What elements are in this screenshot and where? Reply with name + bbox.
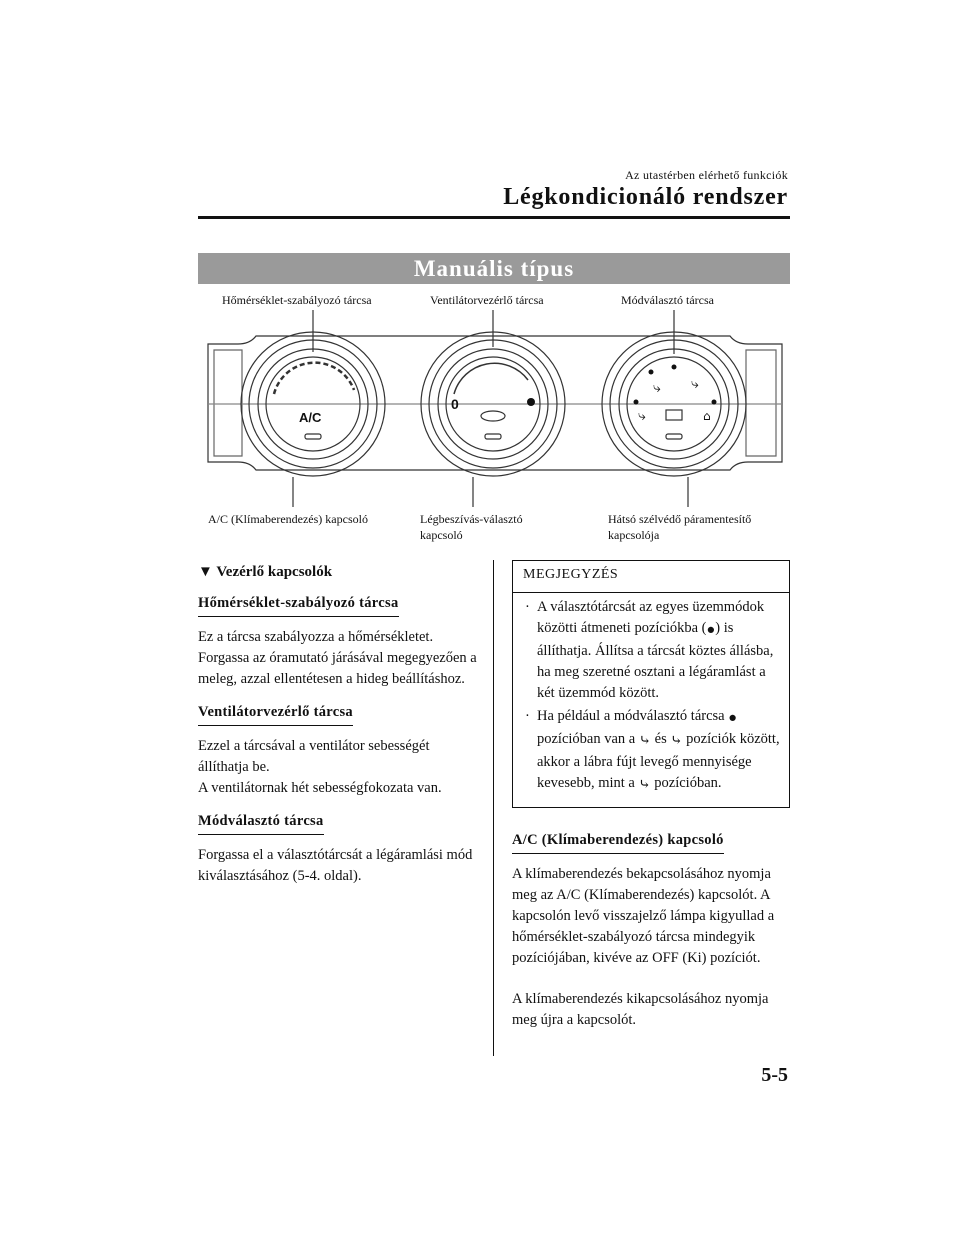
note-item2-text-c: és: [654, 731, 667, 747]
note-item: [523, 597, 781, 704]
label-rear-defrost: [608, 511, 751, 543]
label-fan-dial: Ventilátorvezérlő tárcsa: [430, 293, 544, 307]
svg-text:⤷: ⤷: [691, 376, 699, 392]
note-item2-text-b: pozícióban van a: [537, 731, 636, 747]
label-air-intake-line1: Légbeszívás-választó: [420, 512, 523, 526]
control-panel-diagram: [198, 292, 790, 552]
mode-dial-body: Forgassa el a választótárcsát a légáramlási mód kiválasztásához (5-4. oldal).: [198, 847, 473, 884]
chapter-subtitle: Az utastérben elérhető funkciók: [625, 168, 788, 182]
note-item1-text-b: ) is állíthatja. Állítsa a tárcsát köztes állásba, ha meg szeretné osztani a légáramlást a két üzemmód között.: [537, 620, 774, 701]
fan-zero-label: 0: [451, 396, 459, 412]
section-banner: Manuális típus: [198, 253, 790, 284]
foot-defrost-airflow-icon: ⤷: [670, 733, 683, 749]
label-rear-defrost-line1: Hátsó szélvédő páramentesítő: [608, 512, 752, 526]
right-column: [512, 830, 790, 1043]
label-rear-defrost-line2: kapcsolója: [608, 528, 660, 542]
section-heading: [198, 562, 480, 583]
header-rule: [198, 216, 790, 219]
ac-switch-body-1: A klímaberendezés bekapcsolásához nyomja meg az A/C (Klímaberendezés) kapcsolót. A kapcsolón levő visszajelző lámpa kigyullad a hőmérséklet-szabályozó tárcsa mindegyik pozíciójában, kivéve az OFF (Ki) pozíciót.: [512, 866, 775, 966]
note-list: [513, 593, 789, 796]
svg-text:⤷: ⤷: [653, 380, 661, 396]
svg-text:⤷: ⤷: [638, 408, 646, 424]
note-item: [523, 706, 781, 796]
filled-circle-icon: ●: [728, 710, 738, 726]
foot-airflow-icon: ⤷: [638, 733, 652, 749]
note-item1-text-a: A választótárcsát az egyes üzemmódok közötti átmeneti pozíciókba (: [537, 599, 765, 636]
section-heading-text: Vezérlő kapcsolók: [216, 564, 333, 580]
foot-airflow-icon: ⤷: [638, 777, 651, 793]
note-box: [512, 560, 790, 808]
filled-circle-icon: ●: [706, 622, 716, 638]
page-number: 5-5: [761, 1064, 788, 1086]
bullet-dot-icon: ·: [525, 708, 530, 724]
ac-switch-body-2: A klímaberendezés kikapcsolásához nyomja meg újra a kapcsolót.: [512, 991, 769, 1028]
label-air-intake: [420, 511, 523, 543]
svg-text:⌂: ⌂: [703, 409, 711, 423]
fan-dial-heading: Ventilátorvezérlő tárcsa: [198, 702, 353, 726]
temp-dial-body: Ez a tárcsa szabályozza a hőmérsékletet. Forgassa az óramutató járásával megegyezően a meleg, azzal ellentétesen a hideg beállításhoz.: [198, 629, 477, 687]
note-item2-text-e: pozícióban.: [654, 775, 722, 791]
fan-dial-body-line2: A ventilátornak hét sebességfokozata van.: [198, 780, 442, 796]
column-divider: [493, 560, 494, 1056]
label-temp-dial: Hőmérséklet-szabályozó tárcsa: [222, 293, 372, 307]
ac-button-label: A/C: [299, 410, 322, 425]
fan-dial-body-line1: Ezzel a tárcsával a ventilátor sebességét állíthatja be.: [198, 738, 430, 775]
label-air-intake-line2: kapcsoló: [420, 528, 463, 542]
label-ac-switch: A/C (Klímaberendezés) kapcsoló: [208, 512, 368, 526]
note-item2-text-d: pozíciók között, akkor a lábra fújt levegő mennyisége kevesebb, mint a: [537, 731, 780, 791]
page-title: Légkondicionáló rendszer: [503, 184, 788, 210]
left-column: [198, 562, 480, 899]
label-mode-dial: Módválasztó tárcsa: [621, 293, 714, 307]
fan-dial-body: [198, 736, 480, 799]
note-item2-text-a: Ha például a módválasztó tárcsa: [537, 708, 725, 724]
mode-dial-heading: Módválasztó tárcsa: [198, 811, 324, 835]
triangle-bullet-icon: ▼: [198, 564, 213, 580]
bullet-dot-icon: ·: [525, 599, 530, 615]
temp-dial-heading: Hőmérséklet-szabályozó tárcsa: [198, 593, 399, 617]
note-title: MEGJEGYZÉS: [513, 561, 789, 593]
ac-switch-heading: A/C (Klímaberendezés) kapcsoló: [512, 830, 724, 854]
